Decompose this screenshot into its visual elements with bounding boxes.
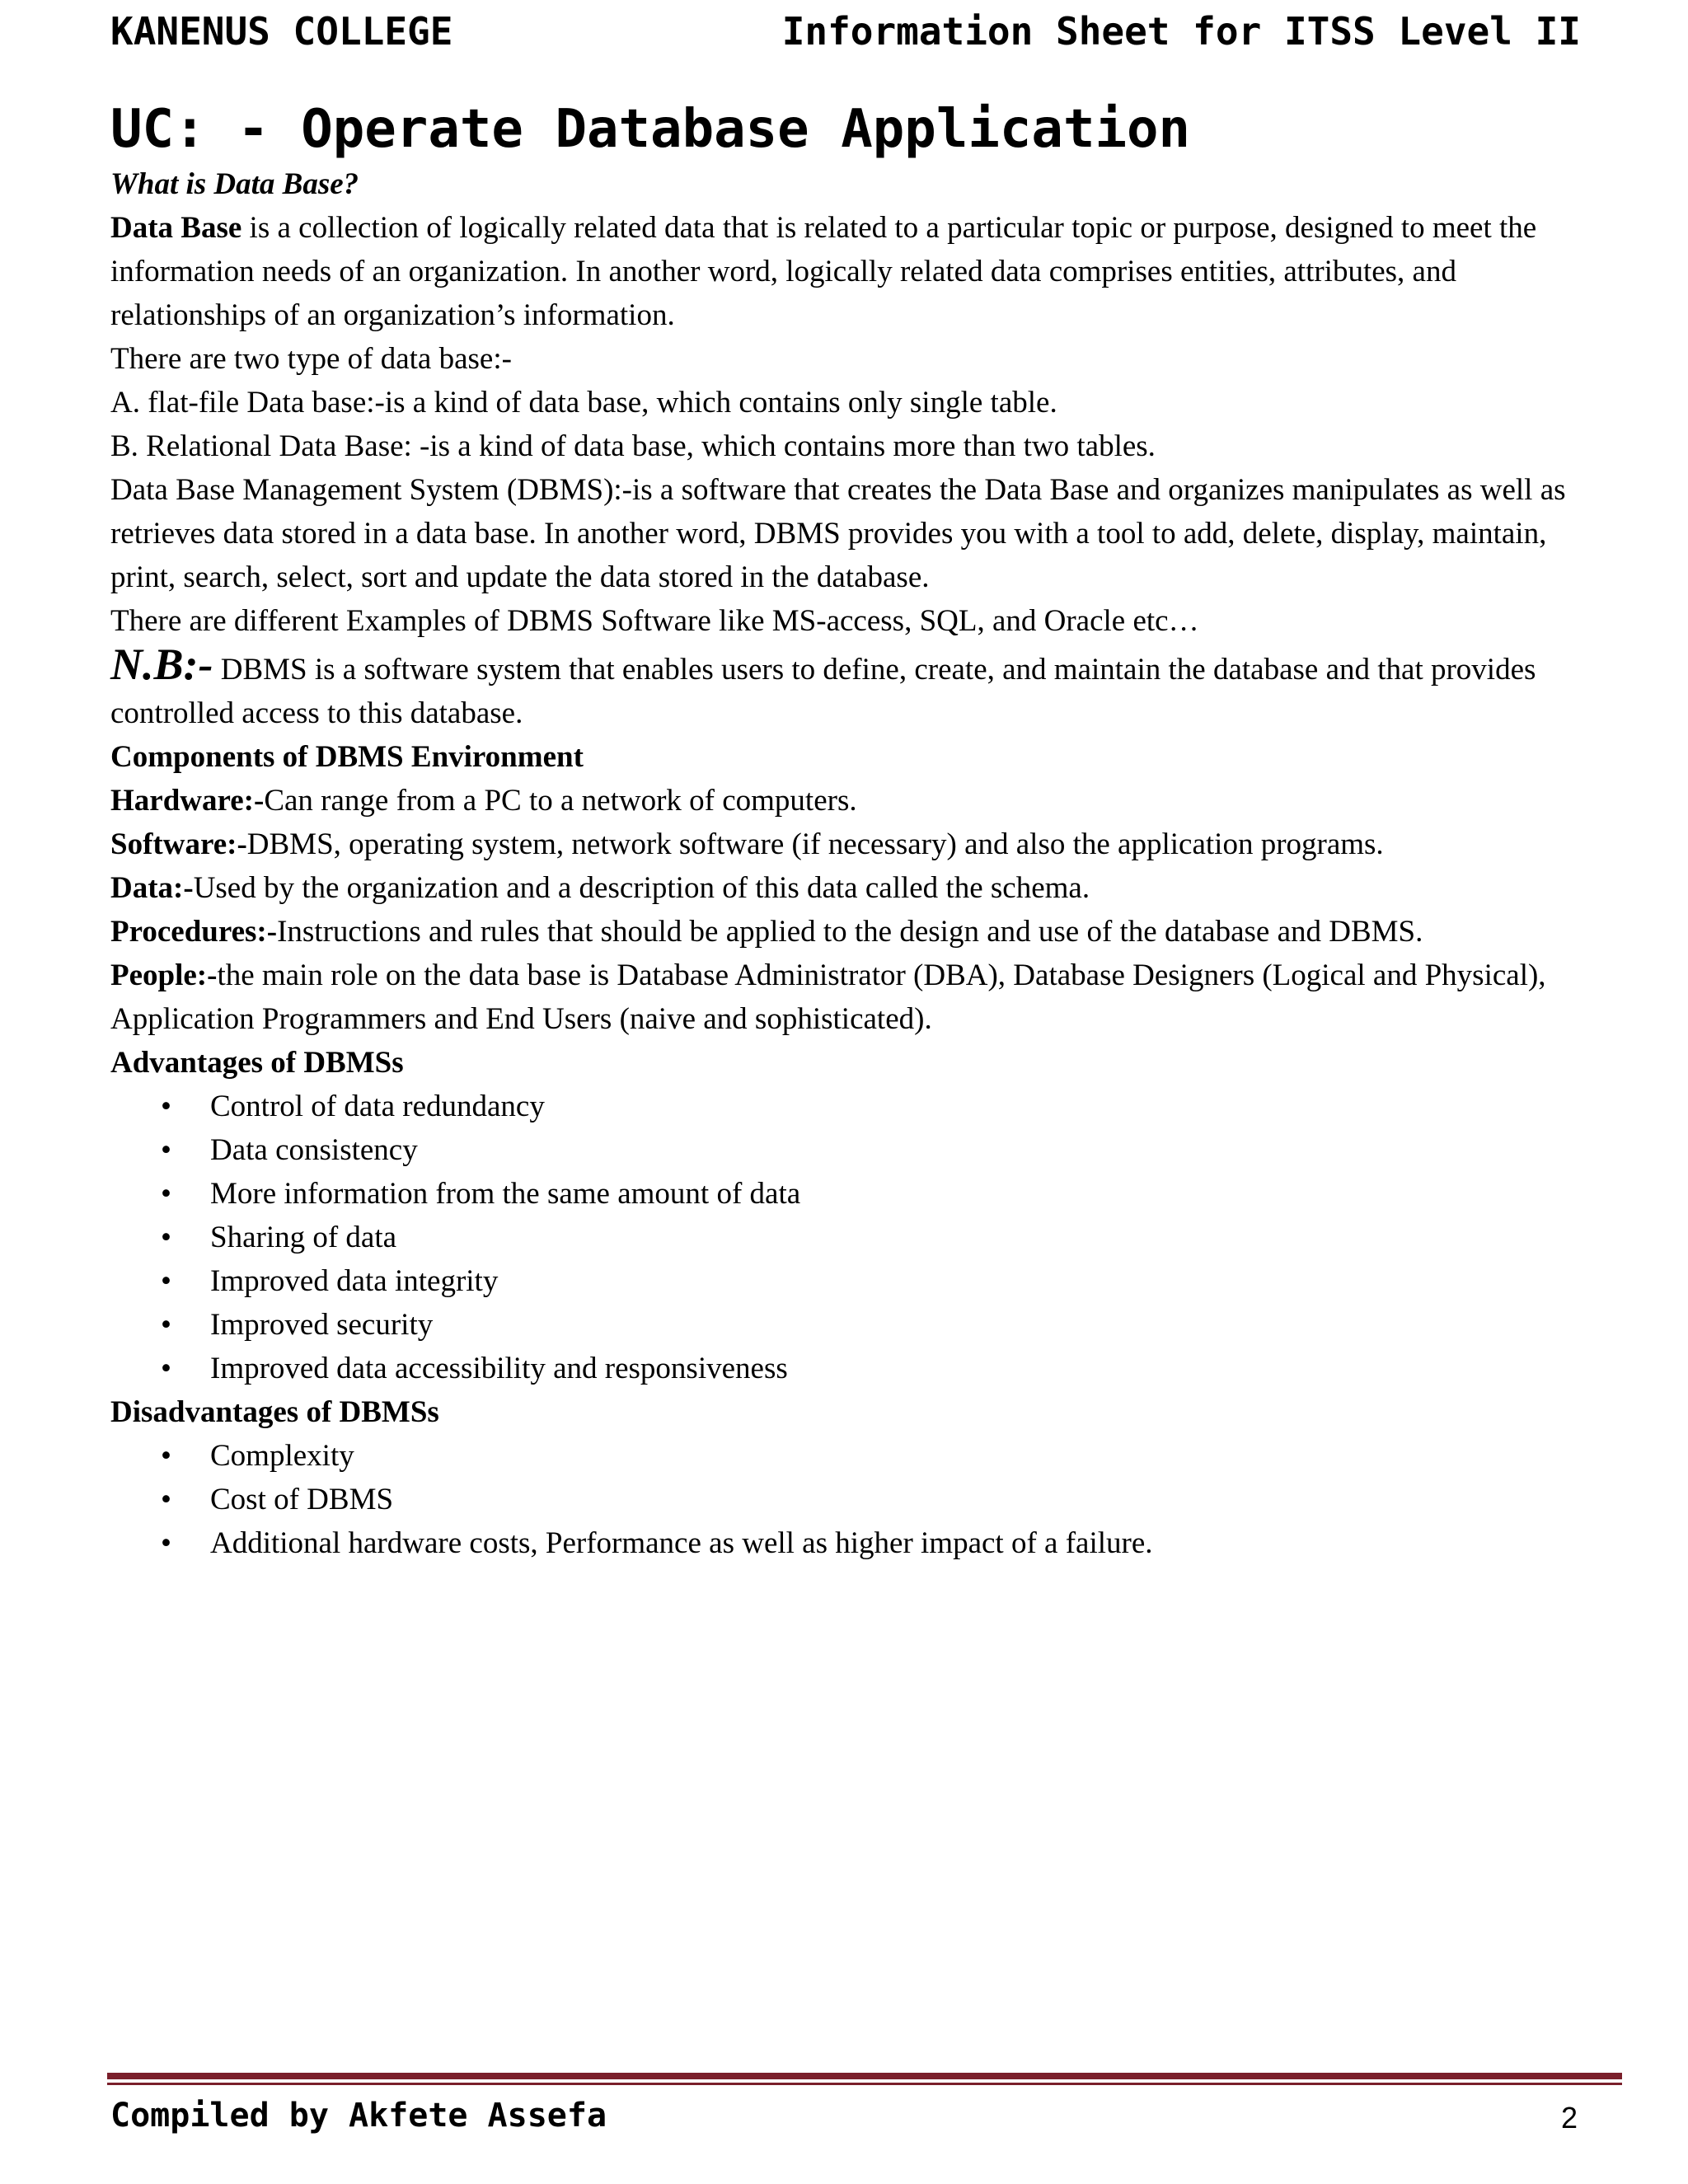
list-item-text: Improved data accessibility and responsiveness [210,1352,788,1385]
advantages-list [110,1085,1619,1390]
list-item-text: Improved data integrity [210,1264,499,1298]
component-people [110,954,1619,1041]
list-item-text: Data consistency [210,1133,418,1167]
bullet-icon: • [161,1308,171,1342]
component-procedures [110,910,1619,954]
header-sheet-title: Information Sheet for ITSS Level II [781,9,1581,54]
footer-rule-thick [107,2073,1622,2079]
list-item [110,1128,1619,1172]
note-text: DBMS is a software system that enables users to define, create, and maintain the database and that provides controlled access to this database. [110,653,1536,730]
list-item-text: Sharing of data [210,1221,397,1254]
footer-rule-thin [107,2083,1622,2085]
list-item [110,1478,1619,1521]
component-label: Procedures:- [110,915,278,949]
type-b-paragraph: B. Relational Data Base: -is a kind of data base, which contains more than two tables. [110,429,1156,463]
component-label: People:- [110,958,218,992]
page-title: UC: - Operate Database Application [110,99,1191,160]
component-text: the main role on the data base is Database Administrator (DBA), Database Designers (Logical and Physical), Application Programmers and End Users (naive and sophisticated). [110,958,1546,1036]
page-number: 2 [1560,2101,1578,2135]
component-label: Hardware:- [110,784,265,818]
disadvantages-list [110,1434,1619,1565]
list-item-text: Cost of DBMS [210,1483,394,1516]
list-item [110,1303,1619,1347]
bullet-icon: • [161,1483,171,1516]
bullet-icon: • [161,1526,171,1560]
bullet-icon: • [161,1133,171,1167]
list-item [110,1172,1619,1216]
dbms-definition-paragraph: Data Base Management System (DBMS):-is a software that creates the Data Base and organizes manipulates as well as retrieves data stored in a data base. In another word, DBMS provides you with a tool to add, delete, display, maintain, print, search, select, sort and update the data stored in the database. [110,473,1566,594]
definition-text: is a collection of logically related data that is related to a particular topic or purpose, designed to meet the information needs of an organization. In another word, logically related data comprises entities, attributes, and relationships of an organization’s information. [110,211,1537,332]
note-paragraph [110,640,1619,735]
list-item-text: More information from the same amount of data [210,1177,801,1211]
component-text: Instructions and rules that should be applied to the design and use of the database and DBMS. [277,915,1423,949]
definition-term: Data Base [110,211,242,245]
bullet-icon: • [161,1352,171,1385]
list-item [110,1521,1619,1565]
list-item-text: Additional hardware costs, Performance as well as higher impact of a failure. [210,1526,1153,1560]
disadvantages-heading: Disadvantages of DBMSs [110,1395,439,1429]
definition-paragraph [110,206,1619,337]
list-item [110,1085,1619,1128]
components-heading: Components of DBMS Environment [110,740,584,774]
bullet-icon: • [161,1221,171,1254]
list-item [110,1347,1619,1390]
component-software [110,823,1619,866]
document-body [110,162,1619,1565]
component-label: Data:- [110,871,194,905]
type-a-paragraph: A. flat-file Data base:-is a kind of data base, which contains only single table. [110,386,1057,419]
bullet-icon: • [161,1090,171,1123]
advantages-heading: Advantages of DBMSs [110,1046,404,1080]
component-text: Used by the organization and a description of this data called the schema. [193,871,1090,905]
footer-author: Compiled by Akfete Assefa [110,2097,607,2135]
list-item-text: Complexity [210,1439,354,1473]
list-item [110,1216,1619,1259]
dbms-examples-paragraph: There are different Examples of DBMS Software like MS-access, SQL, and Oracle etc… [110,604,1199,638]
types-intro: There are two type of data base:- [110,342,512,376]
note-label: N.B:- [110,640,213,689]
bullet-icon: • [161,1177,171,1211]
component-data [110,866,1619,910]
component-label: Software:- [110,827,247,861]
list-item [110,1434,1619,1478]
question-heading: What is Data Base? [110,167,359,201]
component-text: DBMS, operating system, network software (if necessary) and also the application programs. [246,827,1384,861]
component-text: Can range from a PC to a network of computers. [264,784,857,818]
bullet-icon: • [161,1439,171,1473]
bullet-icon: • [161,1264,171,1298]
list-item [110,1259,1619,1303]
list-item-text: Improved security [210,1308,434,1342]
list-item-text: Control of data redundancy [210,1090,545,1123]
component-hardware [110,779,1619,823]
header-college-name: KANENUS COLLEGE [110,9,453,54]
